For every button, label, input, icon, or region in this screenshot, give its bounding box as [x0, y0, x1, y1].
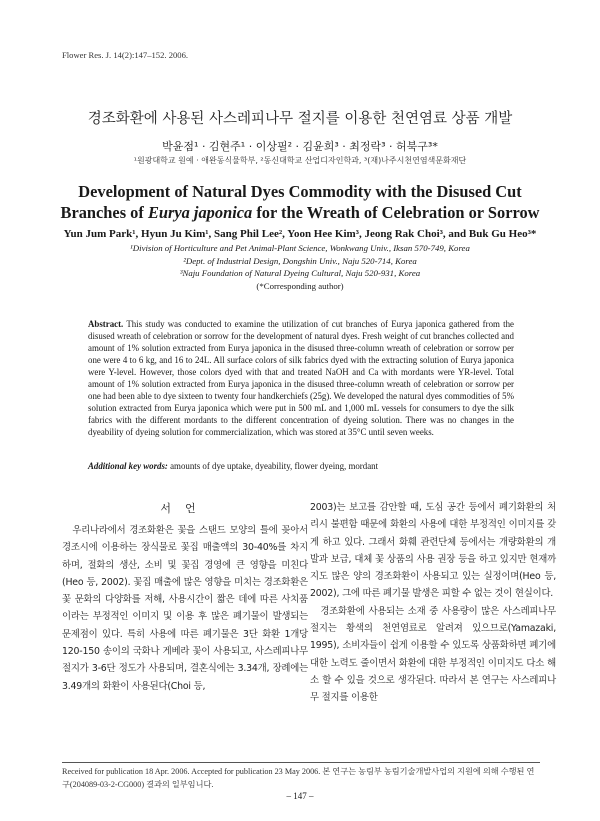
korean-affiliations: ¹원광대학교 원예 · 애완동식물학부, ²동신대학교 산업디자인학과, ³(재)나주시천연염색문화재단 [133, 156, 467, 165]
english-authors: Yun Jum Park¹, Hyun Ju Kim¹, Sang Phil Lee², Yoon Hee Kim³, Jeong Rak Choi³, and Buk Gu Heo³* [63, 228, 537, 240]
body-column-left [62, 522, 308, 695]
english-title-line2 [30, 202, 570, 223]
journal-reference: Flower Res. J. 14(2):147–152. 2006. [62, 50, 189, 60]
korean-authors: 박윤점¹ · 김현주¹ · 이상필² · 김윤희³ · 최정락³ · 허북구³* [162, 140, 438, 153]
paragraph: 2003)는 보고를 감안할 때, 도심 공간 등에서 폐기화환의 처리시 불편함 때문에 화환의 사용에 대한 부정적인 이미지를 갖게 하고 있다. 그래서 화훼 관련단체 등에서는 개량화환의 개발과 보급, 대체 꽃 상품의 사용 권장 등을 하고 있지만 현재까지도 많은 양의 경조화환이 사용되고 있는 실정이며(Heo 등, 2002), 그에 따른 폐기물 발생은 피할 수 없는 것이 현실이다. [310, 502, 556, 600]
abstract-text: This study was conducted to examine the utilization of cut branches of Eurya japonica gathered from the disused wreath of celebration or sorrow for the development of natural dyes. Fresh weight of cut branches collected and amount of 1% solution extracted from Eurya japonica in the disused three-column wreath of celebration or sorrow per one were 4 to 6 kg, and 16 to 24L. All surface colors of silk fabrics dyed with the extracting solution of Eurya japonica were Y-level. However, those colors dyed with that and treated NaOH and Ca with mordants were YR-level. Total amount of 1% solution extracted from Eurya japonica in the disused three-column wreath of celebration or sorrow per one had been able to dye sixteen to twenty four handkerchiefs (25g). We developed the natural dyes commodities of 5% solution extracted from Eurya japonica which were put in 500 mL and 1,000 mL vessels for consumers to dye the silk fabrics with the different mordants to the different concentration of dyeing solution. There was no changes in the dyeability of dyeing solution for commercialization, which was stored at 35°C until seven weeks. [88, 319, 514, 437]
footnote: Received for publication 18 Apr. 2006. Accepted for publication 23 May 2006. 본 연구는 농림부 농림기술개발사업의 지원에 의해 수행된 연구(204089-03-2-CG000) 결과의 일부임니다. [62, 767, 535, 789]
korean-title: 경조화환에 사용된 사스레피나무 절지를 이용한 천연염료 상품 개발 [87, 111, 513, 127]
paragraph: 경조화환에 사용되는 소재 중 사용량이 많은 사스레피나무 절지는 황색의 천연염료로 알려져 있으므로(Yamazaki, 1995), 소비자들이 쉽게 이용할 수 있도록 상품화하면 폐기에 대한 노력도 줄이면서 화환에 대한 부정적인 이미지도 다소 해소 할 수 있을 것으로 생각된다. 따라서 본 연구는 사스레피나무 절지를 이용한 [310, 605, 556, 704]
affiliation-1: ¹Division of Horticulture and Pet Animal-Plant Science, Wonkwang Univ., Iksan 570-749, Korea [130, 243, 470, 253]
english-affiliations [0, 242, 600, 292]
abstract [88, 318, 514, 438]
paragraph: 우리나라에서 경조화환은 꽃을 스탠드 모양의 틀에 꽂아서 경조시에 이용하는 장식물로 꽃집 매출액의 30-40%를 차지하며, 절화의 생산, 소비 및 꽃집 경영에 큰 영향을 미친다(Heo 등, 2002). 꽃집 매출에 많은 영향을 미치는 경조화환은 꽃 문화의 다양화를 저해, 사용시간이 짧은 데에 따른 사치품이라는 부정적인 이미지 및 이용 후 많은 폐기물이 발생되는 문제점이 있다. 특히 사용에 따른 폐기물은 3단 화환 1개당 120-150 송이의 국화나 게베라 꽃이 사용되고, 사스레피나무 절지가 3-6단 정도가 사용되며, 결혼식에는 3.34개, 장례에는 3.49개의 화환이 사용된다(Choi 등, [62, 525, 308, 692]
keywords [88, 461, 514, 471]
title-prefix: Branches of [60, 203, 148, 222]
affiliation-3: ³Naju Foundation of Natural Dyeing Cultural, Naju 520-931, Korea [179, 268, 421, 278]
body-column-right [310, 499, 556, 707]
affiliation-2: ²Dept. of Industrial Design, Dongshin Univ., Naju 520-714, Korea [183, 255, 417, 266]
page-number: – 147 – [286, 791, 314, 801]
footnote-divider [62, 762, 540, 763]
section-heading: 서언 [160, 502, 210, 515]
corresponding-note: (*Corresponding author) [256, 280, 344, 291]
keywords-label: Additional key words: [88, 461, 168, 471]
english-title-line1: Development of Natural Dyes Commodity with the Disused Cut [78, 182, 522, 201]
keywords-text: amounts of dye uptake, dyeability, flower dyeing, mordant [170, 461, 379, 471]
title-suffix: for the Wreath of Celebration or Sorrow [252, 203, 540, 222]
abstract-label: Abstract. [88, 319, 124, 329]
english-title [30, 181, 570, 223]
title-species: Eurya japonica [147, 203, 253, 222]
